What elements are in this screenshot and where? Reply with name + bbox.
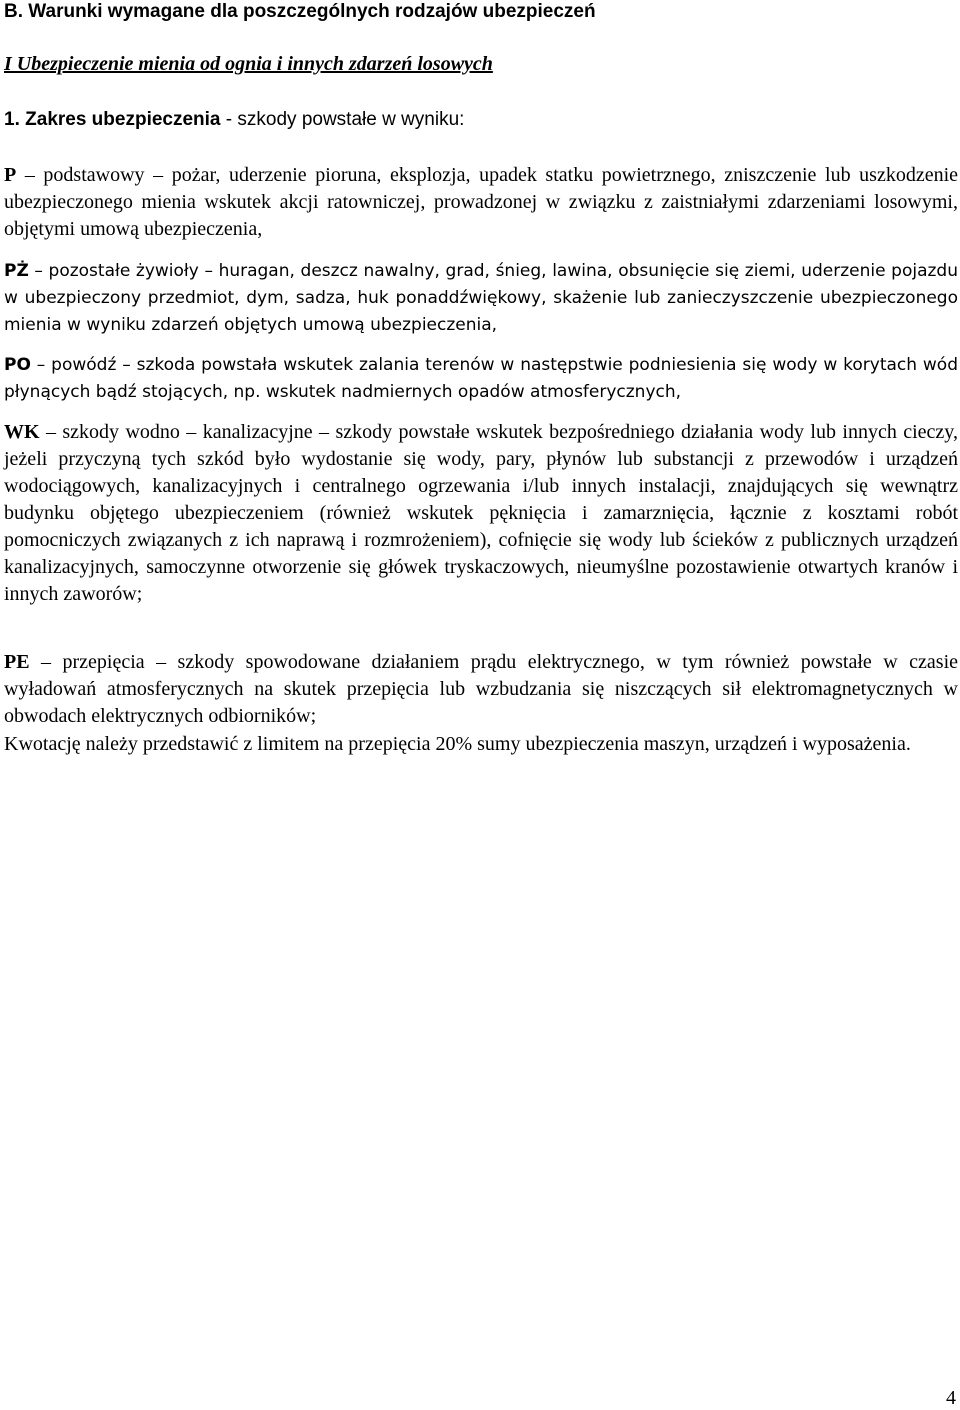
scope-separator: -	[225, 109, 233, 130]
risk-code: PŻ	[4, 261, 29, 281]
risk-description: – szkody wodno – kanalizacyjne – szkody powstałe wskutek bezpośredniego działania wody lub innych cieczy, jeżeli przyczyną tych szkód było wydostanie się wody, pary, płynów lub substancji z przewodów i urządzeń wodociągowych, kanalizacyjnych i centralnego ogrzewania i/lub innych instalacji, znajdujących się wewnątrz budynku objętego ubezpieczeniem (również wskutek pęknięcia i zamarznięcia, łącznie z kosztami robót pomocniczych związanych z ich naprawą i rozmrożeniem), cofnięcie się wody lub ścieków z publicznych urządzeń kanalizacyjnych, samoczynne otworzenie się główek tryskaczowych, nieumyślne pozostawienie otwartych kranów i innych zaworów;	[4, 421, 958, 605]
risk-code: P	[4, 164, 17, 186]
page-number: 4	[946, 1387, 956, 1409]
risk-pe	[4, 649, 958, 730]
risk-po	[4, 352, 958, 406]
scope-number: 1.	[4, 109, 20, 130]
scope-text: szkody powstałe w wyniku:	[237, 109, 465, 130]
scope-label: Zakres ubezpieczenia	[25, 109, 221, 130]
risk-code: WK	[4, 421, 40, 443]
subsection-title: I Ubezpieczenie mienia od ognia i innych zdarzeń losowych	[4, 53, 493, 75]
scope-heading	[4, 107, 464, 133]
risk-wk	[4, 419, 958, 608]
quotation-note: Kwotację należy przedstawić z limitem na przepięcia 20% sumy ubezpieczenia maszyn, urządzeń i wyposażenia.	[4, 733, 911, 755]
risk-pz	[4, 258, 958, 339]
risk-description: – przepięcia – szkody spowodowane działaniem prądu elektrycznego, w tym również powstałe w czasie wyładowań atmosferycznych na skutek przepięcia lub wzbudzania się niszczących sił elektromagnetycznych w obwodach elektrycznych odbiorników;	[4, 651, 959, 727]
risk-description: – powódź – szkoda powstała wskutek zalania terenów w następstwie podniesienia się wody w korytach wód płynących bądź stojących, np. wskutek nadmiernych opadów atmosferycznych,	[4, 355, 958, 402]
risk-code: PO	[4, 355, 31, 375]
section-title: B. Warunki wymagane dla poszczególnych rodzajów ubezpieczeń	[4, 1, 596, 22]
risk-p	[4, 162, 958, 243]
risk-code: PE	[4, 651, 30, 673]
risk-description: – pozostałe żywioły – huragan, deszcz nawalny, grad, śnieg, lawina, obsunięcie się ziemi, uderzenie pojazdu w ubezpieczony przedmiot, dym, sadza, huk ponaddźwiękowy, skażenie lub zanieczyszczenie ubezpieczonego mienia w wyniku zdarzeń objętych umową ubezpieczenia,	[4, 261, 958, 335]
risk-description: – podstawowy – pożar, uderzenie pioruna, eksplozja, upadek statku powietrznego, zniszczenie lub uszkodzenie ubezpieczonego mienia wskutek akcji ratowniczej, prowadzonej w związku z zaistniałymi zdarzeniami losowymi, objętymi umową ubezpieczenia,	[4, 164, 959, 240]
